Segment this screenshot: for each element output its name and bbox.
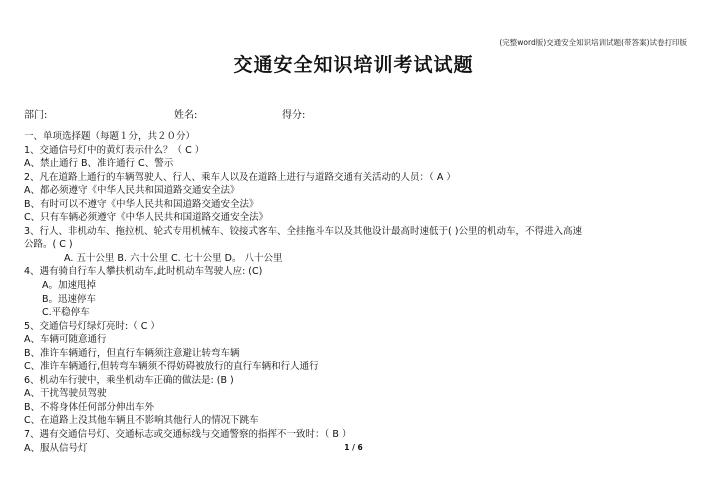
question-2-option-b: B、有时可以不遵守《中华人民共和国道路交通安全法》: [24, 198, 259, 210]
question-6-option-c: C、在道路上没其他车辆且不影响其他行人的情况下跳车: [24, 415, 259, 427]
page-number: 1 / 6: [344, 443, 363, 452]
document-header-note: (完整word版)交通安全知识培训试题(带答案)试卷打印版: [499, 38, 687, 47]
question-5-option-a: A、车辆可随意通行: [24, 334, 107, 346]
question-2-option-c: C、只有车辆必须遵守《中华人民共和国道路交通安全法》: [24, 212, 269, 224]
question-6-option-b: B、不将身体任何部分伸出车外: [24, 401, 155, 413]
question-4-option-c: C.平稳停车: [42, 307, 90, 319]
question-1: 1、交通信号灯中的黄灯表示什么？（ C ）: [24, 144, 205, 156]
question-7-option-a: A、服从信号灯: [24, 442, 88, 454]
question-6: 6、机动车行驶中，乘坐机动车正确的做法是: (B ): [24, 374, 234, 386]
page-title: 交通安全知识培训考试试题: [233, 54, 474, 76]
question-5-option-c: C、准许车辆通行,但转弯车辆须不得妨碍被放行的直行车辆和行人通行: [24, 361, 319, 373]
question-6-option-a: A、干扰驾驶员驾驶: [24, 388, 107, 400]
question-3-continued: 公路。( C ): [24, 239, 73, 251]
department-label: 部门:: [24, 110, 48, 121]
question-4-option-b: B。迅速停车: [42, 293, 97, 305]
question-3: 3、行人、非机动车、拖拉机、轮式专用机械车、铰接式客车、全挂拖斗车以及其他设计最高时速低于( )公里的机动车，不得进入高速: [24, 225, 582, 237]
question-2-option-a: A、都必须遵守《中华人民共和国道路交通安全法》: [24, 185, 240, 197]
question-4-option-a: A。加速甩掉: [42, 280, 96, 292]
question-3-options: A. 五十公里 B. 六十公里 C. 七十公里 D。 八十公里: [64, 252, 283, 264]
question-7: 7、遇有交通信号灯、交通标志或交通标线与交通警察的指挥不一致时：（ B ）: [24, 429, 352, 441]
info-row: [24, 106, 684, 120]
section-heading: 一、单项选择题（每题１分，共２０分）: [24, 131, 196, 142]
question-5: 5、交通信号灯绿灯亮时:（ C ）: [24, 320, 160, 332]
name-label: 姓名:: [174, 110, 198, 121]
question-2: 2、凡在道路上通行的车辆驾驶人、行人、乘车人以及在道路上进行与道路交通有关活动的人员：（ A ）: [24, 171, 456, 183]
score-label: 得分:: [282, 110, 306, 121]
question-content: [24, 130, 694, 455]
question-5-option-b: B、准许车辆通行，但直行车辆须注意避让转弯车辆: [24, 347, 240, 359]
question-4: 4、遇有骑自行车人攀扶机动车,此时机动车驾驶人应: (C): [24, 266, 263, 278]
question-1-options: A、禁止通行 B、准许通行 C、警示: [24, 158, 174, 170]
